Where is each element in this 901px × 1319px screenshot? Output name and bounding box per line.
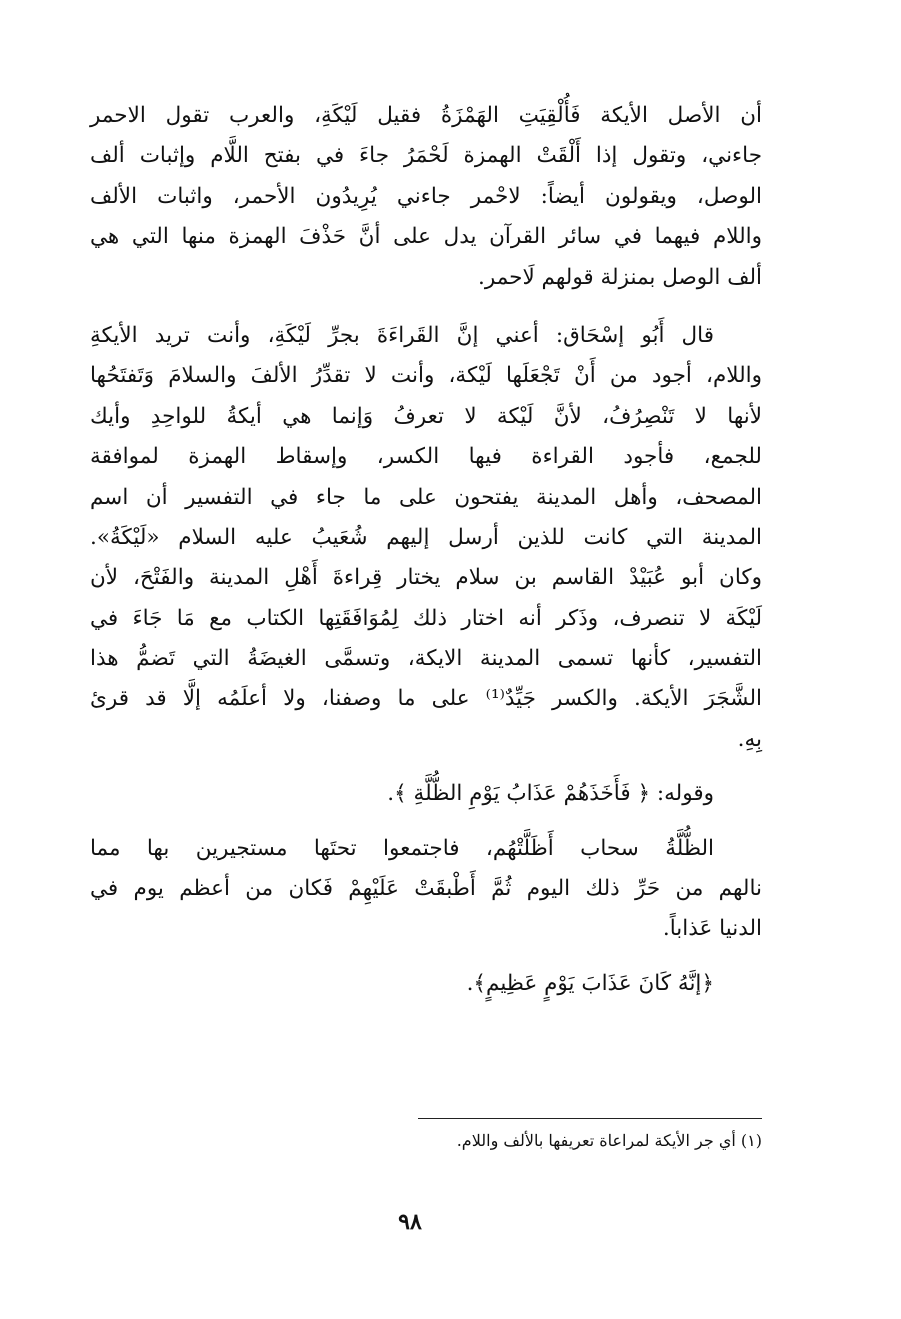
paragraph-spacer bbox=[90, 298, 762, 316]
paragraph-1 bbox=[90, 96, 762, 298]
text-line: الظُّلَّةُ سحاب أَظَلَّتْهُم، فاجتمعوا تحتَها مستجيرين بها مما bbox=[90, 835, 714, 861]
text-line: وكان أبو عُبَيْدْ القاسم بن سلام يختار قِراءةَ أَهْلِ المدينة والفَتْحَ، لأن bbox=[90, 565, 762, 591]
text-line: قال أَبُو إسْحَاق: أعني إنَّ القَراءَةَ بجرِّ لَيْكَةِ، وأنت تريد الأيكةِ bbox=[90, 322, 714, 348]
text-line: الشَّجَرَ الأيكة. والكسر جَيِّدٌ⁽¹⁾ على ما وصفنا، ولا أعلَمُه إلَّا قد قرئ bbox=[90, 686, 762, 712]
text-line: الوصل، ويقولون أيضاً: لاحْمر جاءني يُرِيدُون الأحمر، واثبات الألف bbox=[90, 183, 762, 209]
text-line: المدينة التي كانت للذين أرسل إليهم شُعَيبُ عليه السلام «لَيْكَةُ». bbox=[90, 524, 762, 550]
text-line: التفسير، كأنها تسمى المدينة الايكة، وتسمَّى الغيضَةُ التي تَضمُّ هذا bbox=[90, 646, 762, 672]
page-body bbox=[90, 96, 762, 1004]
footnote-divider bbox=[418, 1118, 762, 1119]
paragraph-spacer bbox=[90, 760, 762, 774]
page-number: ٩٨ bbox=[398, 1209, 422, 1235]
text-line: الدنيا عَذاباً. bbox=[662, 916, 762, 942]
paragraph-spacer bbox=[90, 950, 762, 964]
footnote: (١) أي جر الأيكة لمراعاة تعريفها بالألف واللام. bbox=[456, 1131, 762, 1150]
quran-verse: ﴿إنَّهُ كَانَ عَذَابَ يَوْمٍ عَظِيمٍ﴾. bbox=[466, 970, 714, 996]
text-line: واللام فيهما في سائر القرآن يدل على أنَّ حَذْفَ الهمزة منها التي هي bbox=[90, 224, 762, 250]
paragraph-4 bbox=[90, 829, 762, 950]
text-line: جاءني، وتقول إذا أَلْقَتْ الهمزة لَحْمَرُ جاءَ في بفتح اللَّام وإثبات ألف bbox=[90, 143, 762, 169]
paragraph-2 bbox=[90, 316, 762, 760]
paragraph-3 bbox=[90, 774, 762, 814]
paragraph-5 bbox=[90, 964, 762, 1004]
text-line: لَيْكَة لا تنصرف، وذَكر أنه اختار ذلك لِمُوَافَقَتِها الكتاب مع مَا جَاءَ في bbox=[90, 605, 762, 631]
quran-verse: وقوله: ﴿ فَأَخَذَهُمْ عَذَابُ يَوْمِ الظُّلَّةِ ﴾. bbox=[387, 781, 714, 807]
paragraph-spacer bbox=[90, 815, 762, 829]
text-line: أن الأصل الأيكة فَأُلْقِيَتِ الهَمْزَةُ فقيل لَيْكَةِ، والعرب تقول الاحمر bbox=[90, 103, 762, 128]
text-line: واللام، أجود من أَنْ تَجْعَلَها لَيْكة، وأنت لا تقدِّرُ الألفَ والسلامَ وَتَفتَحُها bbox=[90, 363, 762, 389]
text-line: نالهم من حَرِّ ذلك اليوم ثُمَّ أَطْبقَتْ عَلَيْهِمْ فَكان من أعظم يوم في bbox=[90, 876, 762, 902]
text-line: بِهِ. bbox=[737, 726, 762, 752]
text-line: للجمع، فأجود القراءة فيها الكسر، وإسقاط الهمزة لموافقة bbox=[90, 444, 762, 470]
text-line: المصحف، وأهل المدينة يفتحون على ما جاء في التفسير أن اسم bbox=[90, 484, 762, 510]
text-line: ألف الوصل بمنزلة قولهم لَاحمر. bbox=[478, 264, 762, 290]
text-line: لأنها لا تَنْصِرُفُ، لأنَّ لَيْكة لا تعرفُ وَإنما هي أيكةُ للواحِدِ وأيك bbox=[90, 403, 762, 429]
